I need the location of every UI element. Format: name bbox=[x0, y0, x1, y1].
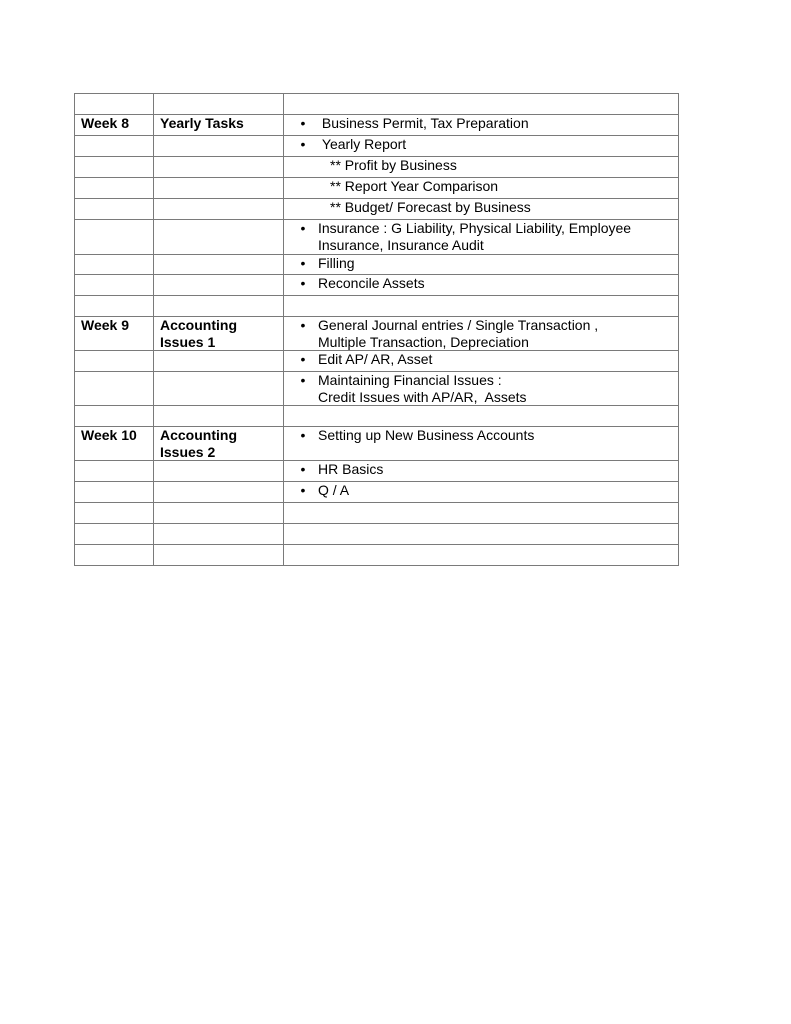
task-line: Business Permit, Tax Preparation bbox=[318, 115, 529, 131]
task-item bbox=[284, 136, 672, 153]
week-cell: Week 10 bbox=[75, 427, 154, 461]
task-text bbox=[318, 317, 672, 350]
task-text bbox=[318, 372, 672, 405]
table-row bbox=[75, 255, 679, 275]
topic-cell bbox=[154, 545, 284, 566]
week-cell bbox=[75, 351, 154, 372]
task-cell bbox=[284, 178, 679, 199]
task-item bbox=[284, 482, 672, 499]
week-cell bbox=[75, 461, 154, 482]
task-line: HR Basics bbox=[318, 461, 384, 477]
task-line: General Journal entries / Single Transaction , bbox=[318, 317, 599, 333]
bullet-icon bbox=[284, 275, 318, 292]
task-item bbox=[284, 220, 672, 253]
topic-cell bbox=[154, 482, 284, 503]
bullet-icon bbox=[284, 317, 318, 350]
week-cell bbox=[75, 94, 154, 115]
task-cell bbox=[284, 317, 679, 351]
task-cell bbox=[284, 351, 679, 372]
topic-cell bbox=[154, 136, 284, 157]
topic-cell bbox=[154, 220, 284, 255]
sub-item: ** Profit by Business bbox=[330, 157, 457, 173]
week-cell bbox=[75, 482, 154, 503]
task-item bbox=[284, 351, 672, 368]
topic-cell bbox=[154, 406, 284, 427]
week-cell bbox=[75, 275, 154, 296]
topic-cell bbox=[154, 296, 284, 317]
task-line: Insurance, Insurance Audit bbox=[318, 236, 484, 253]
topic-cell bbox=[154, 275, 284, 296]
task-cell bbox=[284, 255, 679, 275]
table-row bbox=[75, 136, 679, 157]
task-text bbox=[318, 427, 672, 444]
task-line: Credit Issues with AP/AR, Assets bbox=[318, 388, 527, 405]
week-cell bbox=[75, 503, 154, 524]
bullet-icon bbox=[284, 220, 318, 253]
topic-cell bbox=[154, 524, 284, 545]
topic-cell bbox=[154, 199, 284, 220]
week-cell bbox=[75, 296, 154, 317]
week-cell bbox=[75, 545, 154, 566]
task-item bbox=[284, 255, 672, 272]
bullet-icon bbox=[284, 461, 318, 478]
task-cell bbox=[284, 220, 679, 255]
week-cell bbox=[75, 157, 154, 178]
task-line: Multiple Transaction, Depreciation bbox=[318, 333, 529, 350]
topic-cell bbox=[154, 503, 284, 524]
bullet-icon bbox=[284, 482, 318, 499]
table-row bbox=[75, 503, 679, 524]
task-cell bbox=[284, 296, 679, 317]
topic-cell bbox=[154, 351, 284, 372]
task-item bbox=[284, 372, 672, 405]
schedule-body bbox=[75, 94, 679, 566]
table-row bbox=[75, 157, 679, 178]
week-cell bbox=[75, 178, 154, 199]
task-item bbox=[284, 461, 672, 478]
table-row bbox=[75, 199, 679, 220]
task-cell bbox=[284, 406, 679, 427]
task-item bbox=[284, 275, 672, 292]
task-text bbox=[318, 482, 672, 499]
task-item bbox=[284, 317, 672, 350]
task-text bbox=[318, 115, 672, 132]
task-line: Insurance : G Liability, Physical Liability, Employee bbox=[318, 220, 632, 236]
topic-cell bbox=[154, 255, 284, 275]
table-row bbox=[75, 317, 679, 351]
week-cell bbox=[75, 220, 154, 255]
task-cell bbox=[284, 427, 679, 461]
bullet-icon bbox=[284, 372, 318, 405]
task-line: Setting up New Business Accounts bbox=[318, 427, 535, 443]
week-cell: Week 8 bbox=[75, 115, 154, 136]
topic-cell bbox=[154, 461, 284, 482]
task-line: Maintaining Financial Issues : bbox=[318, 372, 502, 388]
table-row bbox=[75, 372, 679, 406]
task-cell bbox=[284, 199, 679, 220]
table-row bbox=[75, 94, 679, 115]
week-cell bbox=[75, 406, 154, 427]
topic-cell: Accounting Issues 2 bbox=[154, 427, 284, 461]
task-cell bbox=[284, 524, 679, 545]
topic-cell bbox=[154, 157, 284, 178]
task-line: Edit AP/ AR, Asset bbox=[318, 351, 433, 367]
task-text bbox=[318, 351, 672, 368]
task-cell bbox=[284, 482, 679, 503]
task-cell bbox=[284, 115, 679, 136]
task-cell bbox=[284, 372, 679, 406]
table-row bbox=[75, 524, 679, 545]
table-row bbox=[75, 482, 679, 503]
topic-cell: Yearly Tasks bbox=[154, 115, 284, 136]
topic-cell: Accounting Issues 1 bbox=[154, 317, 284, 351]
task-text bbox=[318, 461, 672, 478]
task-text bbox=[318, 255, 672, 272]
topic-cell bbox=[154, 372, 284, 406]
table-row bbox=[75, 220, 679, 255]
task-line: Reconcile Assets bbox=[318, 275, 425, 291]
task-cell bbox=[284, 275, 679, 296]
task-item bbox=[284, 115, 672, 132]
week-cell bbox=[75, 524, 154, 545]
task-cell bbox=[284, 545, 679, 566]
task-cell bbox=[284, 503, 679, 524]
table-row bbox=[75, 296, 679, 317]
table-row bbox=[75, 427, 679, 461]
bullet-icon bbox=[284, 255, 318, 272]
task-line: Yearly Report bbox=[318, 136, 407, 152]
table-row bbox=[75, 461, 679, 482]
task-line: Q / A bbox=[318, 482, 350, 498]
task-text bbox=[318, 136, 672, 153]
bullet-icon bbox=[284, 351, 318, 368]
table-row bbox=[75, 545, 679, 566]
table-row bbox=[75, 275, 679, 296]
week-cell bbox=[75, 255, 154, 275]
task-item bbox=[284, 427, 672, 444]
bullet-icon bbox=[284, 427, 318, 444]
schedule-table bbox=[74, 93, 679, 566]
week-cell bbox=[75, 372, 154, 406]
bullet-icon bbox=[284, 136, 318, 153]
table-row bbox=[75, 406, 679, 427]
table-row bbox=[75, 351, 679, 372]
task-cell bbox=[284, 136, 679, 157]
table-row bbox=[75, 115, 679, 136]
week-cell: Week 9 bbox=[75, 317, 154, 351]
task-cell bbox=[284, 157, 679, 178]
week-cell bbox=[75, 136, 154, 157]
week-cell bbox=[75, 199, 154, 220]
sub-item: ** Budget/ Forecast by Business bbox=[330, 199, 531, 215]
task-cell bbox=[284, 461, 679, 482]
bullet-icon bbox=[284, 115, 318, 132]
task-text bbox=[318, 275, 672, 292]
table-row bbox=[75, 178, 679, 199]
task-cell bbox=[284, 94, 679, 115]
sub-item: ** Report Year Comparison bbox=[330, 178, 499, 194]
topic-cell bbox=[154, 178, 284, 199]
task-text bbox=[318, 220, 672, 253]
topic-cell bbox=[154, 94, 284, 115]
task-line: Filling bbox=[318, 255, 355, 271]
